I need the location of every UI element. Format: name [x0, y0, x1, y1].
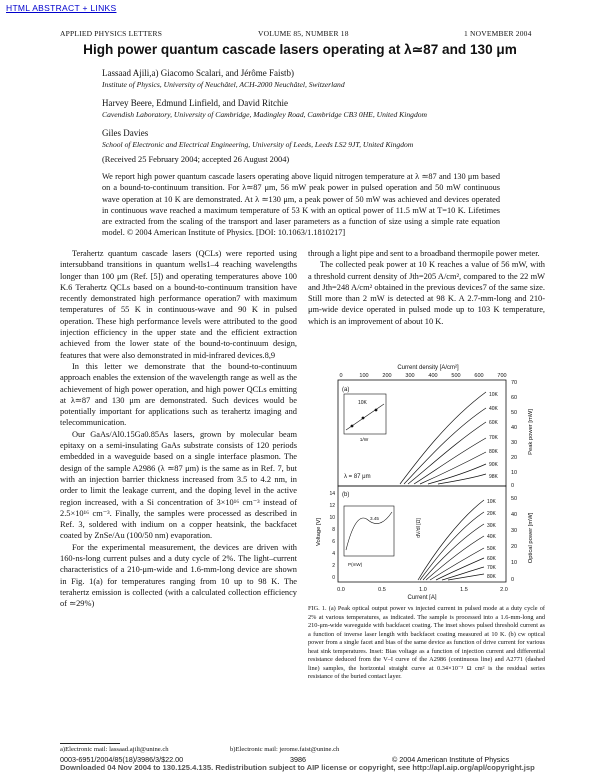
top-tick: 200 [382, 373, 392, 379]
peak-tick: 60 [511, 395, 518, 401]
cw-curves [418, 500, 484, 580]
received-date: (Received 25 February 2004; accepted 26 August 2004) [102, 155, 290, 164]
authors-3: Giles Davies [102, 128, 149, 138]
abstract: We report high power quantum cascade lasers operating above liquid nitrogen temperature at λ ≃87 and 130 μm based on a bound-to-continuum transition. For λ≃87 μm, 56 mW peak power in pulsed operation and 50 mW continuous wave operation at 10 K are demonstrated. At λ ≃130 μm, a peak power of 50 mW was achieved and devices operated in continuous wave reached a maximum temperature of 53 K with an optical power of 11.5 mW at T=10 K. Lifetimes are extracted from the scaling of the transport and laser parameters as a function of size using a simple rate equation model. © 2004 American Institute of Physics. [DOI: 10.1063/1.1810217] [102, 172, 500, 238]
top-tick: 0 [339, 373, 343, 379]
top-tick: 500 [451, 373, 461, 379]
affiliation-2: Cavendish Laboratory, University of Cambridge, Madingley Road, Cambridge CB3 0HE, United Kingdom [102, 110, 428, 119]
right-column [308, 248, 545, 327]
cw-temp: 40K [487, 534, 496, 540]
cw-temp: 30K [487, 523, 496, 529]
pulsed-temp: 80K [489, 449, 498, 455]
top-tick: 600 [474, 373, 484, 379]
cw-temp: 60K [487, 556, 496, 562]
cw-tick: 0 [511, 577, 515, 583]
volume-number: VOLUME 85, NUMBER 18 [258, 29, 349, 38]
peak-axis-title: Peak power [mW] [528, 409, 534, 455]
bottom-tick: 2.0 [500, 587, 508, 593]
paragraph: In this letter we demonstrate that the bound-to-continuum approach enables the extension of the wavelength range as well as the achievement of high power operation, and high power QCLs emitting at λ≃87 and 130 μm are demonstrated. Such devices would be potentially important for applications such as terahertz imaging and telecommunication. [60, 361, 297, 428]
inset-freq: 3.45 [370, 516, 379, 521]
authors-2: Harvey Beere, Edmund Linfield, and David Ritchie [102, 98, 288, 108]
pulsed-curves [400, 392, 486, 484]
top-tick: 300 [405, 373, 415, 379]
wavelength-label: λ = 87 μm [344, 474, 371, 480]
volt-tick: 14 [329, 491, 335, 497]
journal-name: APPLIED PHYSICS LETTERS [60, 29, 163, 38]
cw-temp: 80K [487, 574, 496, 580]
dvdi-axis-title: dV/dI [Ω] [416, 518, 422, 538]
cw-tick: 30 [511, 528, 518, 534]
bottom-tick: 0.0 [337, 587, 345, 593]
download-notice: Downloaded 04 Nov 2004 to 130.125.4.135. Redistribution subject to AIP license or copyright, see http://apl.aip.org/apl/copyright.jsp [60, 763, 535, 772]
footer-left: 0003-6951/2004/85(18)/3986/3/$22.00 [60, 755, 184, 764]
top-tick: 400 [428, 373, 438, 379]
paper-title: High power quantum cascade lasers operating at λ≃87 and 130 μm [83, 42, 517, 57]
cw-temp: 50K [487, 546, 496, 552]
bottom-tick: 1.0 [419, 587, 427, 593]
footnote-a: a)Electronic mail: lassaad.ajili@unine.ch [60, 746, 169, 753]
volt-axis-title: Voltage [V] [316, 517, 322, 547]
volt-tick: 4 [332, 551, 335, 557]
paragraph: The collected peak power at 10 K reaches a value of 56 mW, with a threshold current density of Jth=205 A/cm², compared to the 22 mW and Jth=248 A/cm² obtained in the previous devices7 of the same size. Still more than 2 mW is detected at 98 K. A 2.7-mm-long and 210-μm-wide device operated in pulsed mode up to 103 K temperature, which is an improvement of about 10 K. [308, 260, 545, 326]
volt-tick: 6 [332, 539, 335, 545]
pulsed-temp: 10K [489, 392, 498, 398]
pulsed-temp: 70K [489, 435, 498, 441]
cw-axis-title: Optical power [mW] [528, 512, 534, 564]
cw-tick: 10 [511, 560, 518, 566]
volt-tick: 0 [332, 575, 335, 581]
cw-temp: 20K [487, 511, 496, 517]
inset-point [362, 417, 365, 420]
peak-tick: 30 [511, 440, 518, 446]
abstract-links[interactable]: HTML ABSTRACT + LINKS [6, 3, 117, 13]
pulsed-temp: 40K [489, 406, 498, 412]
cw-temp: 70K [487, 565, 496, 571]
bottom-tick: 0.5 [378, 587, 386, 593]
inset-point [375, 409, 378, 412]
pulsed-temp: 90K [489, 462, 498, 468]
paragraph: Our GaAs/Al0.15Ga0.85As lasers, grown by molecular beam epitaxy on a semi-insulating GaAs substrate consists of 120 periods embedded in a waveguide based on a single interface plasmon. The design of the sample A2986 (λ ≃87 μm) is the same as in Ref. 7, but with an injection barrier thickness increased from 3.5 to 4.2 nm, in order to limit the leakage current, and the doping level in the active region increased, with a Si concentration of 3×10¹⁶ cm⁻³ instead of 2.5×10¹⁶ cm⁻³. Finally, the samples were processed as described in Ref. 3, soldered with indium on a copper heatsink, the backfacet coated by ZnSe/Au (100/50 nm) evaporation. [60, 429, 297, 541]
figure-caption: FIG. 1. (a) Peak optical output power vs injected current in pulsed mode at a duty cycle of 2% at various temperatures, as indicated. The sample is processed into a 1.6-mm-long and 210-μm-wide waveguide with backfacet coating. The inset shows pulsed threshold current as a function of inverse laser length with backfacet coating measured at 10 K. (b) cw optical power from a single facet and bias of the same device as function of drive current for various heat sink temperatures. Inset: Bias voltage as a function of injection current and differential resistance deduced from the V–I curve of the A2986 (continuous line) and A2771 (dashed line) samples, the horizontal straight curve at 0.34×10⁻³ Ω cm² is the residual series resistance of the buried contact layer. [308, 605, 545, 680]
volt-tick: 12 [329, 503, 335, 509]
pulsed-temp: 60K [489, 420, 498, 426]
pulsed-temp: 98K [489, 474, 498, 480]
footnote-b: b)Electronic mail: jerome.faist@unine.ch [230, 746, 340, 753]
volt-tick: 2 [332, 563, 335, 569]
peak-tick: 10 [511, 470, 518, 476]
affiliation-1: Institute of Physics, University of Neuchâtel, ACH-2000 Neuchâtel, Switzerland [102, 80, 345, 89]
issue-date: 1 NOVEMBER 2004 [464, 29, 532, 38]
inset-axis: P(mW) [348, 562, 363, 567]
inset-xlabel: 1/W [359, 438, 369, 443]
volt-tick: 10 [329, 515, 335, 521]
top-tick: 100 [359, 373, 369, 379]
inset-b-curve [346, 512, 392, 550]
cw-tick: 20 [511, 544, 518, 550]
inset-label: 10K [358, 400, 367, 406]
cw-temp: 10K [487, 499, 496, 505]
figure-1 [308, 360, 545, 600]
footnote-rule [60, 743, 120, 744]
bottom-axis-title: Current [A] [407, 595, 437, 600]
bottom-tick: 1.5 [460, 587, 468, 593]
top-tick: 700 [497, 373, 507, 379]
paragraph: For the experimental measurement, the devices are driven with 160-ns-long current pulses and a duty cycle of 2%. The light–current characteristics of a 210-μm-wide and 1.6-mm-long device are shown in Fig. 1(a) for temperatures ranging from 10 up to 98 K. The terahertz emission is collected (with a calculated collection efficiency of ≃29%) [60, 542, 297, 609]
panel-b-label: (b) [342, 492, 350, 498]
peak-tick: 0 [511, 483, 515, 489]
cw-tick: 40 [511, 512, 518, 518]
authors-1: Lassaad Ajili,a) Giacomo Scalari, and Jérôme Faistb) [102, 68, 294, 78]
paragraph: Terahertz quantum cascade lasers (QCLs) were reported using intersubband transitions in quantum wells1–4 reaching wavelengths longer than 100 μm (Ref. [5]) and operating temperatures above 100 K.6 Terahertz QCLs based on a bound-to-continuum transition have recently demonstrated high performance operation7 with maximum temperatures of 55 K in continuous-wave and 90 K in pulsed operation. These high performance levels were attributed to the good injection efficiency in the upper state and the efficient extraction achieved from the lower state of the bound-to-continuum design, features that were also demonstrated in mid-infrared devices.8,9 [60, 249, 297, 360]
affiliation-3: School of Electronic and Electrical Engineering, University of Leeds, Leeds LS2 9JT, United Kingdom [102, 140, 414, 149]
peak-tick: 20 [511, 455, 518, 461]
footer-right: © 2004 American Institute of Physics [392, 755, 510, 764]
paragraph: through a light pipe and sent to a broadband thermopile power meter. [308, 249, 540, 258]
top-axis-title: Current density [A/cm²] [397, 365, 459, 371]
volt-tick: 8 [332, 527, 335, 533]
footer-page: 3986 [290, 755, 306, 764]
peak-tick: 70 [511, 380, 518, 386]
cw-tick: 50 [511, 496, 518, 502]
panel-a-label: (a) [342, 387, 350, 393]
peak-tick: 50 [511, 410, 518, 416]
inset-b-frame [344, 506, 394, 556]
inset-point [351, 425, 354, 428]
peak-tick: 40 [511, 425, 518, 431]
left-column [60, 248, 297, 610]
